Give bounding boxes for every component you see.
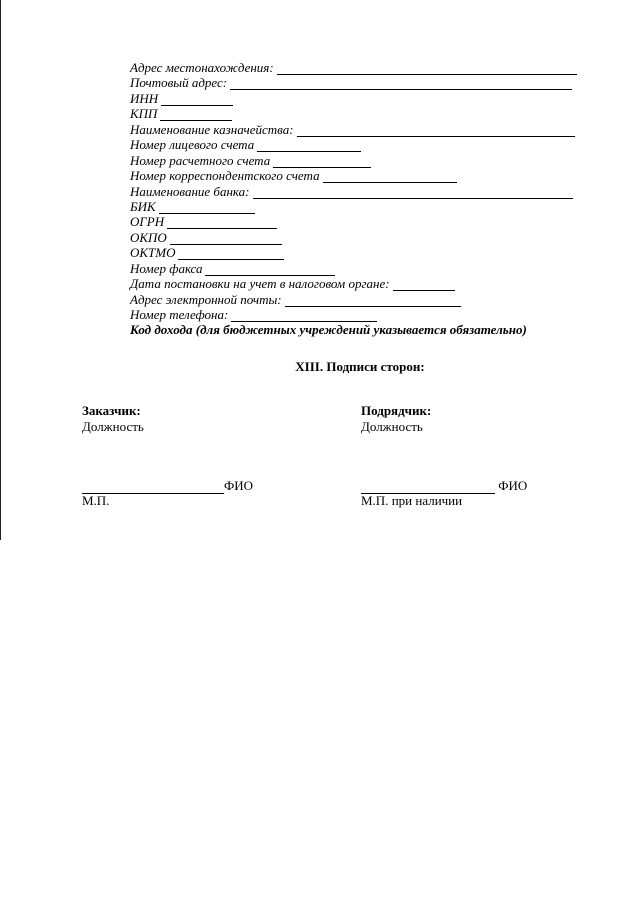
requisite-row — [130, 199, 580, 214]
requisite-fill-line[interactable] — [205, 263, 335, 276]
requisite-label: Дата постановки на учет в налоговом органе: — [130, 276, 390, 292]
requisite-fill-line[interactable] — [297, 124, 575, 137]
contractor-stamp: М.П. при наличии — [361, 493, 463, 508]
requisite-fill-line[interactable] — [178, 247, 284, 260]
requisite-row — [130, 91, 580, 106]
requisite-fill-line[interactable] — [257, 139, 361, 152]
requisite-row — [130, 245, 580, 260]
requisite-label: ИНН — [130, 90, 159, 106]
requisite-row — [130, 168, 580, 183]
requisite-row — [130, 184, 580, 199]
requisite-row — [130, 230, 580, 245]
requisite-label: Наименование казначейства: — [130, 121, 294, 137]
contractor-block — [361, 403, 431, 435]
requisite-label: ОГРН — [130, 214, 165, 230]
requisite-row — [130, 122, 580, 137]
customer-block — [82, 403, 144, 435]
customer-position: Должность — [82, 419, 144, 434]
requisite-row — [130, 137, 580, 152]
income-code-note: Код дохода (для бюджетных учреждений указывается обязательно) — [130, 322, 527, 338]
requisite-fill-line[interactable] — [273, 155, 371, 168]
requisite-fill-line[interactable] — [160, 108, 232, 121]
requisite-fill-line[interactable] — [167, 216, 277, 229]
requisite-row — [130, 153, 580, 168]
requisite-fill-line[interactable] — [159, 201, 255, 214]
requisites-list — [130, 60, 580, 338]
customer-signature — [82, 478, 253, 494]
requisite-label: Номер расчетного счета — [130, 152, 271, 168]
customer-stamp: М.П. — [82, 493, 110, 508]
requisite-fill-line[interactable] — [253, 186, 573, 199]
requisite-fill-line[interactable] — [277, 62, 577, 75]
requisite-label: ОКПО — [130, 229, 167, 245]
requisite-label: БИК — [130, 198, 156, 214]
requisite-row — [130, 307, 580, 322]
requisite-label: КПП — [130, 106, 158, 122]
requisite-label: Номер телефона: — [130, 307, 229, 322]
requisite-label: Адрес местонахождения: — [130, 60, 274, 75]
contractor-title: Подрядчик: — [361, 403, 432, 418]
scan-edge-line — [0, 0, 1, 540]
requisite-fill-line[interactable] — [230, 77, 572, 90]
contractor-position: Должность — [361, 419, 423, 434]
requisite-fill-line[interactable] — [161, 93, 233, 106]
requisite-row — [130, 106, 580, 121]
requisite-label: ОКТМО — [130, 245, 176, 261]
contractor-signature — [361, 478, 527, 494]
section-title: XIII. Подписи сторон: — [295, 359, 425, 374]
requisite-label: Номер лицевого счета — [130, 137, 255, 153]
requisite-row — [130, 276, 580, 291]
requisite-row — [130, 261, 580, 276]
requisite-fill-line[interactable] — [170, 232, 282, 245]
requisite-row — [130, 75, 580, 90]
requisite-fill-line[interactable] — [231, 309, 377, 322]
requisite-label: Адрес электронной почты: — [130, 291, 282, 307]
requisite-label: Почтовый адрес: — [130, 75, 228, 91]
requisite-fill-line[interactable] — [323, 170, 457, 183]
customer-fio-label: ФИО — [224, 478, 254, 493]
requisite-label: Номер корреспондентского счета — [130, 168, 320, 184]
contractor-fio-label: ФИО — [498, 478, 528, 493]
requisite-label: Номер факса — [130, 260, 203, 276]
requisite-label: Наименование банка: — [130, 183, 250, 199]
requisite-fill-line[interactable] — [285, 294, 461, 307]
customer-title: Заказчик: — [82, 403, 141, 418]
requisite-row — [130, 214, 580, 229]
requisite-fill-line[interactable] — [393, 278, 455, 291]
requisite-row — [130, 60, 580, 75]
requisite-row — [130, 292, 580, 307]
